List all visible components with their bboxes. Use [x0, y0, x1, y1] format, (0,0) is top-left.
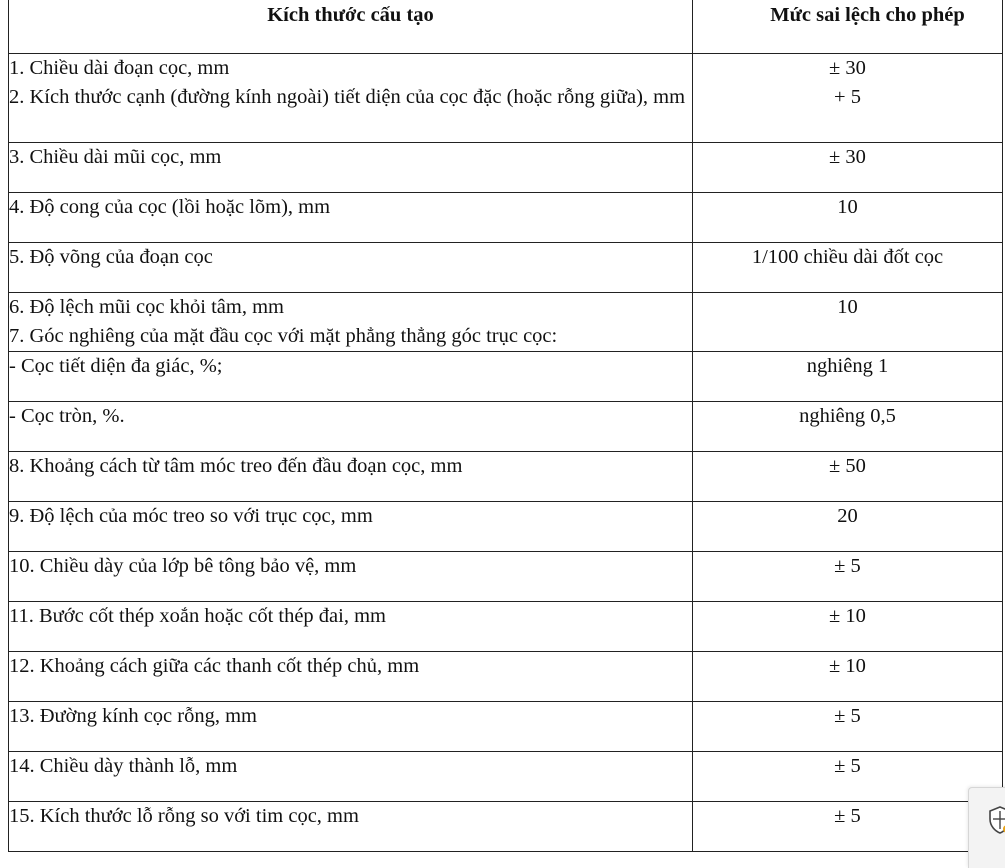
row-value: nghiêng 0,5 [693, 402, 1003, 452]
row-label: 11. Bước cốt thép xoắn hoặc cốt thép đai, mm [9, 602, 693, 652]
shield-icon [987, 805, 1005, 835]
row-value: ± 10 [693, 602, 1003, 652]
header-dimension: Kích thước cấu tạo [9, 0, 693, 54]
row-value: 10 [693, 193, 1003, 243]
table-row [9, 452, 1003, 502]
table-row [9, 193, 1003, 243]
table-row [9, 54, 1003, 143]
table-row [9, 402, 1003, 452]
row-label: - Cọc tròn, %. [9, 402, 693, 452]
row-value: ± 5 [693, 702, 1003, 752]
row-label: 3. Chiều dài mũi cọc, mm [9, 143, 693, 193]
row-label: 12. Khoảng cách giữa các thanh cốt thép chủ, mm [9, 652, 693, 702]
table-row [9, 502, 1003, 552]
table-row [9, 243, 1003, 293]
row-label: 8. Khoảng cách từ tâm móc treo đến đầu đoạn cọc, mm [9, 452, 693, 502]
row-value: 10 [693, 293, 1003, 352]
table-row [9, 602, 1003, 652]
row-label: 6. Độ lệch mũi cọc khỏi tâm, mm 7. Góc nghiêng của mặt đầu cọc với mặt phẳng thẳng góc trục cọc: [9, 293, 693, 352]
row-value: ± 5 [693, 802, 1003, 852]
row-label: 5. Độ võng của đoạn cọc [9, 243, 693, 293]
row-label: 9. Độ lệch của móc treo so với trục cọc, mm [9, 502, 693, 552]
row-label: 4. Độ cong của cọc (lồi hoặc lõm), mm [9, 193, 693, 243]
table-row [9, 702, 1003, 752]
row-label: - Cọc tiết diện đa giác, %; [9, 352, 693, 402]
table-row [9, 352, 1003, 402]
table-row [9, 652, 1003, 702]
tolerance-table [8, 0, 1003, 852]
row-value: ± 10 [693, 652, 1003, 702]
row-value: ± 50 [693, 452, 1003, 502]
table-row [9, 552, 1003, 602]
row-label: 1. Chiều dài đoạn cọc, mm 2. Kích thước cạnh (đường kính ngoài) tiết diện của cọc đặc (hoặc rỗng giữa), mm [9, 54, 693, 143]
row-value: ± 5 [693, 752, 1003, 802]
row-value: nghiêng 1 [693, 352, 1003, 402]
row-value: 1/100 chiều dài đốt cọc [693, 243, 1003, 293]
row-value: ± 30 + 5 [693, 54, 1003, 143]
table-row [9, 752, 1003, 802]
table-row [9, 293, 1003, 352]
row-value: ± 5 [693, 552, 1003, 602]
row-value: ± 30 [693, 143, 1003, 193]
row-value: 20 [693, 502, 1003, 552]
header-tolerance: Mức sai lệch cho phép [693, 0, 1003, 54]
table-row [9, 143, 1003, 193]
row-label: 14. Chiều dày thành lỗ, mm [9, 752, 693, 802]
row-label: 15. Kích thước lỗ rỗng so với tim cọc, mm [9, 802, 693, 852]
table-header-row [9, 0, 1003, 54]
row-label: 10. Chiều dày của lớp bê tông bảo vệ, mm [9, 552, 693, 602]
row-label: 13. Đường kính cọc rỗng, mm [9, 702, 693, 752]
security-widget[interactable] [968, 787, 1005, 868]
table-row [9, 802, 1003, 852]
